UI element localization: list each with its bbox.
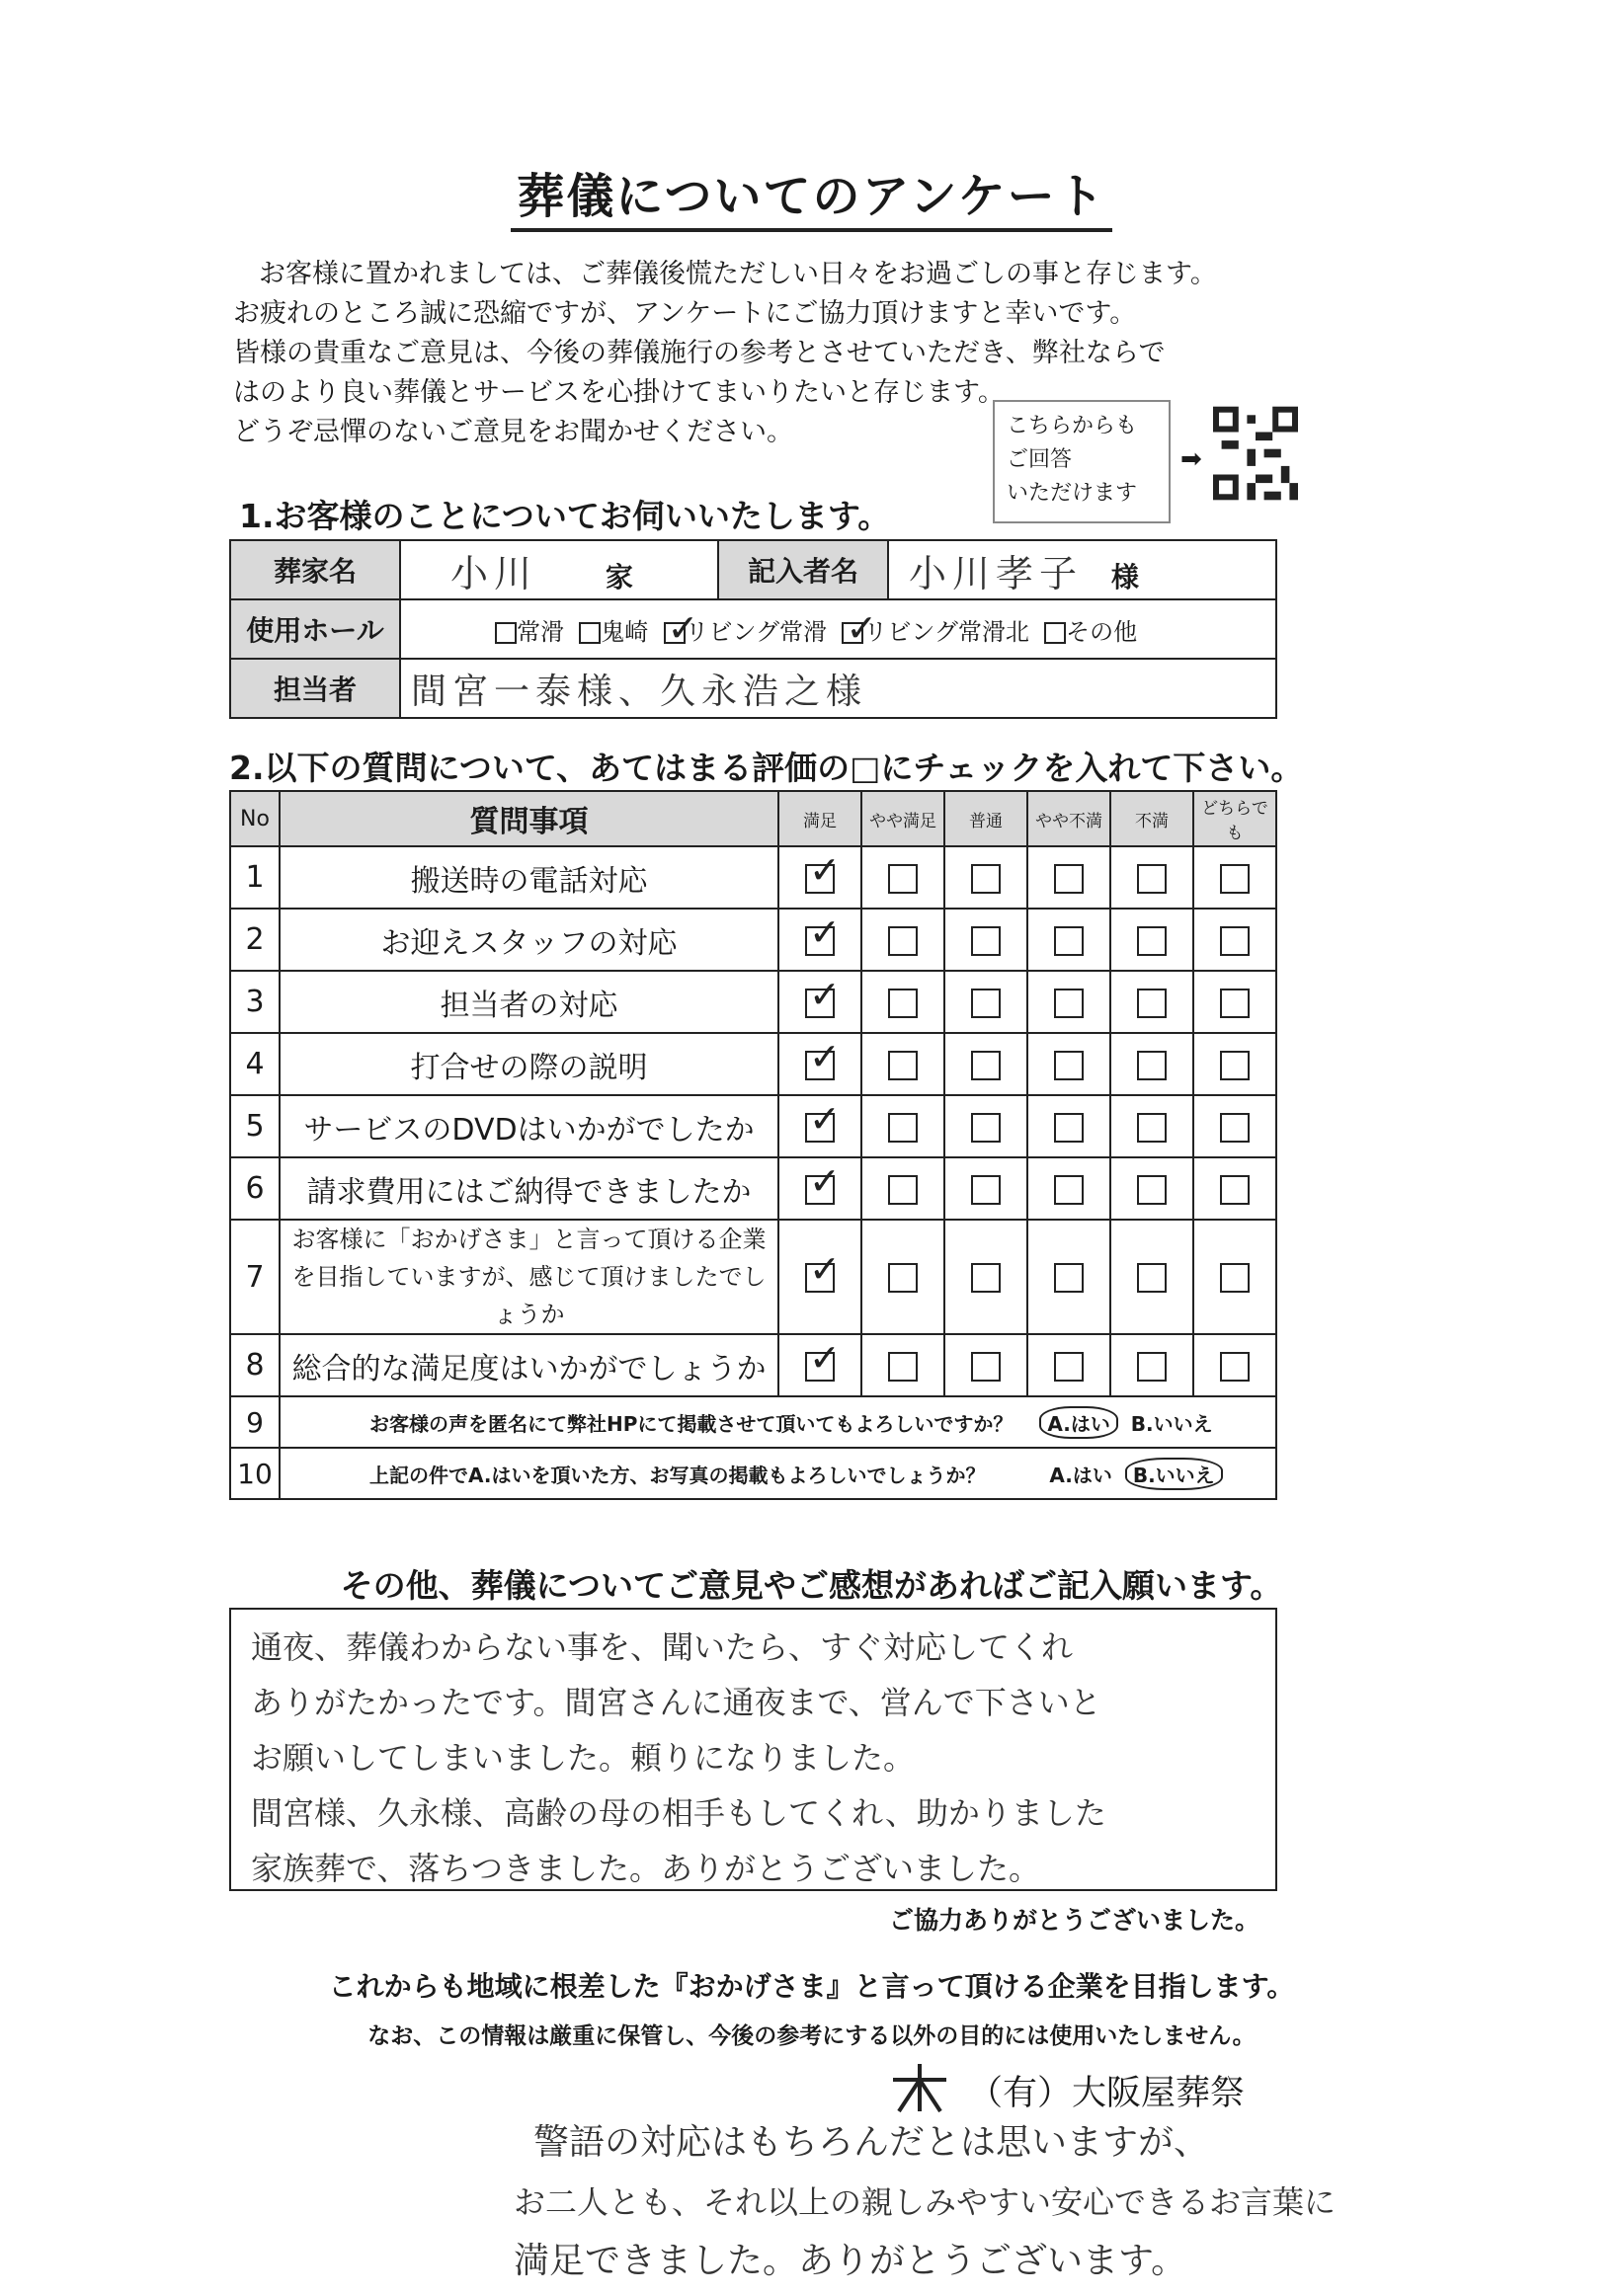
question-no: 10 bbox=[230, 1448, 280, 1499]
section1-heading: 1.お客様のことについてお伺いいたします。 bbox=[239, 497, 891, 535]
comment-line: ありがたかったです。間宮さんに通夜まで、営んで下さいと bbox=[251, 1684, 1101, 1721]
rating-checkbox[interactable] bbox=[971, 864, 1001, 894]
question-no: 2 bbox=[230, 909, 280, 971]
question-text: サービスのDVDはいかがでしたか bbox=[280, 1095, 778, 1157]
rating-checkbox[interactable] bbox=[805, 864, 835, 894]
rating-cell bbox=[861, 1095, 944, 1157]
rating-cell bbox=[1193, 1033, 1276, 1095]
rating-cell bbox=[1193, 1220, 1276, 1334]
writer-suffix: 様 bbox=[1110, 560, 1139, 594]
question-text: 請求費用にはご納得できましたか bbox=[280, 1157, 778, 1220]
intro-line: お疲れのところ誠に恐縮ですが、アンケートにご協力頂けますと幸いです。 bbox=[233, 298, 1137, 329]
col-rating: どちらでも bbox=[1193, 791, 1276, 846]
rating-cell bbox=[778, 1095, 861, 1157]
question-no: 8 bbox=[230, 1334, 280, 1396]
rating-checkbox[interactable] bbox=[1054, 1263, 1084, 1293]
rating-cell bbox=[861, 971, 944, 1033]
question-no: 7 bbox=[230, 1220, 280, 1334]
rating-checkbox[interactable] bbox=[1054, 926, 1084, 956]
checkbox-hall-0 bbox=[495, 622, 517, 644]
col-rating: やや満足 bbox=[861, 791, 944, 846]
customer-info-table bbox=[229, 539, 1277, 719]
qr-note-line: いただけます bbox=[1007, 481, 1138, 506]
section2-heading: 2.以下の質問について、あてはまる評価の□にチェックを入れて下さい。 bbox=[229, 749, 1304, 787]
rating-cell bbox=[1027, 1095, 1110, 1157]
rating-cell bbox=[944, 1157, 1027, 1220]
rating-cell bbox=[1193, 846, 1276, 909]
rating-cell bbox=[1027, 1157, 1110, 1220]
rating-cell bbox=[1110, 846, 1193, 909]
question-row bbox=[230, 1095, 1276, 1157]
company-name: （有）大阪屋葬祭 bbox=[968, 2074, 1246, 2113]
comment-line: お願いしてしまいました。頼りになりました。 bbox=[251, 1739, 916, 1777]
col-rating: 不満 bbox=[1110, 791, 1193, 846]
rating-checkbox[interactable] bbox=[805, 1175, 835, 1205]
rating-cell bbox=[1193, 1334, 1276, 1396]
rating-checkbox[interactable] bbox=[805, 1263, 835, 1293]
survey-title: 葬儀についてのアンケート bbox=[0, 158, 1623, 226]
rating-cell bbox=[1110, 971, 1193, 1033]
rating-cell bbox=[1110, 1220, 1193, 1334]
question-text: 打合せの際の説明 bbox=[280, 1033, 778, 1095]
comment-line: 通夜、葬儀わからない事を、聞いたら、すぐ対応してくれ bbox=[251, 1628, 1074, 1666]
option-a[interactable]: A.はい bbox=[1049, 1463, 1112, 1487]
question-10 bbox=[280, 1448, 1276, 1499]
rating-cell bbox=[1110, 1157, 1193, 1220]
intro-line: 皆様の貴重なご意見は、今後の葬儀施行の参考とさせていただき、弊社ならで bbox=[233, 338, 1166, 368]
writer-field[interactable] bbox=[888, 540, 1276, 599]
rating-cell bbox=[944, 846, 1027, 909]
rating-checkbox[interactable] bbox=[1220, 926, 1250, 956]
question-row-9 bbox=[230, 1396, 1276, 1448]
rating-checkbox[interactable] bbox=[1220, 864, 1250, 894]
thanks-text: ご協力ありがとうございました。 bbox=[889, 1906, 1260, 1935]
staff-value: 間宮一泰様、久永浩之様 bbox=[411, 671, 868, 712]
rating-checkbox[interactable] bbox=[1137, 864, 1167, 894]
comment-box[interactable] bbox=[229, 1608, 1277, 1891]
rating-cell bbox=[1193, 1095, 1276, 1157]
rating-cell bbox=[1110, 1095, 1193, 1157]
rating-table bbox=[229, 790, 1277, 1500]
hall-name: リビング常滑北 bbox=[863, 617, 1029, 646]
option-a[interactable]: A.はい bbox=[1039, 1406, 1117, 1439]
rating-checkbox[interactable] bbox=[1054, 864, 1084, 894]
rating-cell bbox=[1110, 909, 1193, 971]
rating-checkbox[interactable] bbox=[1220, 1113, 1250, 1143]
rating-cell bbox=[1027, 846, 1110, 909]
rating-checkbox[interactable] bbox=[1137, 1113, 1167, 1143]
option-b[interactable]: B.いいえ bbox=[1125, 1458, 1223, 1490]
rating-checkbox[interactable] bbox=[1137, 1352, 1167, 1382]
rating-cell bbox=[778, 971, 861, 1033]
rating-checkbox[interactable] bbox=[805, 1352, 835, 1382]
rating-checkbox[interactable] bbox=[888, 1175, 918, 1205]
rating-checkbox[interactable] bbox=[805, 989, 835, 1018]
hall-option[interactable] bbox=[1044, 618, 1137, 646]
question-text: 総合的な満足度はいかがでしょうか bbox=[280, 1334, 778, 1396]
rating-cell bbox=[861, 1220, 944, 1334]
section3-heading: その他、葬儀についてご意見やご感想があればご記入願います。 bbox=[340, 1566, 1283, 1605]
hall-option[interactable] bbox=[664, 618, 828, 646]
rating-checkbox[interactable] bbox=[971, 1263, 1001, 1293]
rating-checkbox[interactable] bbox=[805, 1051, 835, 1080]
rating-checkbox[interactable] bbox=[888, 1113, 918, 1143]
rating-cell bbox=[861, 846, 944, 909]
rating-cell bbox=[1027, 1334, 1110, 1396]
hall-name: 鬼崎 bbox=[601, 617, 649, 646]
rating-checkbox[interactable] bbox=[1054, 989, 1084, 1018]
question-row bbox=[230, 1157, 1276, 1220]
qr-code-icon[interactable] bbox=[1213, 405, 1298, 502]
question-text: 搬送時の電話対応 bbox=[280, 846, 778, 909]
intro-line: お客様に置かれましては、ご葬儀後慌ただしい日々をお過ごしの事と存じます。 bbox=[259, 259, 1217, 289]
checkbox-hall-2 bbox=[664, 622, 686, 644]
rating-checkbox[interactable] bbox=[805, 926, 835, 956]
question-row bbox=[230, 1033, 1276, 1095]
writer-label: 記入者名 bbox=[718, 540, 888, 599]
rating-checkbox[interactable] bbox=[1220, 1352, 1250, 1382]
rating-cell bbox=[1110, 1033, 1193, 1095]
rating-checkbox[interactable] bbox=[1137, 1263, 1167, 1293]
family-suffix: 家 bbox=[605, 560, 633, 594]
hall-option[interactable] bbox=[579, 618, 648, 646]
rating-checkbox[interactable] bbox=[1137, 1051, 1167, 1080]
rating-cell bbox=[1027, 1033, 1110, 1095]
family-field[interactable] bbox=[400, 540, 718, 599]
rating-cell bbox=[944, 1220, 1027, 1334]
extra-line: 満足できました。ありがとうございます。 bbox=[514, 2241, 1187, 2281]
question-row bbox=[230, 971, 1276, 1033]
rating-checkbox[interactable] bbox=[971, 1113, 1001, 1143]
rating-cell bbox=[778, 1033, 861, 1095]
option-b[interactable]: B.いいえ bbox=[1130, 1411, 1213, 1436]
rating-checkbox[interactable] bbox=[971, 1051, 1001, 1080]
rating-cell bbox=[778, 1334, 861, 1396]
rating-cell bbox=[778, 846, 861, 909]
rating-cell bbox=[861, 1033, 944, 1095]
rating-cell bbox=[944, 909, 1027, 971]
rating-checkbox[interactable] bbox=[971, 926, 1001, 956]
hall-option[interactable] bbox=[842, 618, 1029, 646]
rating-checkbox[interactable] bbox=[1137, 926, 1167, 956]
rating-checkbox[interactable] bbox=[805, 1113, 835, 1143]
col-rating: 普通 bbox=[944, 791, 1027, 846]
rating-checkbox[interactable] bbox=[888, 989, 918, 1018]
qr-note-line: こちらからも bbox=[1007, 414, 1138, 438]
rating-checkbox[interactable] bbox=[1137, 1175, 1167, 1205]
rating-cell bbox=[861, 1157, 944, 1220]
question-text: お客様に「おかげさま」と言って頂ける企業を目指していますが、感じて頂けましたでしょうか bbox=[280, 1220, 778, 1334]
rating-cell bbox=[1027, 1220, 1110, 1334]
staff-label: 担当者 bbox=[230, 659, 400, 718]
hall-option[interactable] bbox=[495, 618, 564, 646]
question-9 bbox=[280, 1396, 1276, 1448]
rating-checkbox[interactable] bbox=[971, 1175, 1001, 1205]
rating-checkbox[interactable] bbox=[971, 989, 1001, 1018]
rating-cell bbox=[1193, 971, 1276, 1033]
rating-cell bbox=[944, 1095, 1027, 1157]
rating-cell bbox=[1110, 1334, 1193, 1396]
question-row bbox=[230, 1220, 1276, 1334]
qr-note bbox=[993, 400, 1171, 523]
rating-cell bbox=[778, 909, 861, 971]
closing-line: なお、この情報は厳重に保管し、今後の参考にする以外の目的には使用いたしません。 bbox=[367, 2023, 1256, 2049]
rating-cell bbox=[1193, 1157, 1276, 1220]
question-no: 6 bbox=[230, 1157, 280, 1220]
question-no: 5 bbox=[230, 1095, 280, 1157]
intro-line: どうぞ忌憚のないご意見をお聞かせください。 bbox=[233, 417, 793, 447]
extra-comments bbox=[514, 2113, 1337, 2291]
family-value: 小川 bbox=[450, 551, 538, 595]
col-rating: やや不満 bbox=[1027, 791, 1110, 846]
checkbox-hall-4 bbox=[1044, 622, 1066, 644]
closing-line: これからも地域に根差した『おかげさま』と言って頂ける企業を目指します。 bbox=[328, 1970, 1295, 2003]
question-no: 4 bbox=[230, 1033, 280, 1095]
question-row-10 bbox=[230, 1448, 1276, 1499]
hall-name: 常滑 bbox=[517, 617, 564, 646]
family-label: 葬家名 bbox=[230, 540, 400, 599]
rating-cell bbox=[861, 909, 944, 971]
question-row bbox=[230, 846, 1276, 909]
hall-options bbox=[400, 599, 1276, 659]
rating-cell bbox=[1193, 909, 1276, 971]
extra-line: 警語の対応はもちろんだとは思いますが、 bbox=[533, 2122, 1210, 2163]
comment-line: 間宮様、久永様、高齢の母の相手もしてくれ、助かりました bbox=[251, 1794, 1106, 1832]
rating-checkbox[interactable] bbox=[888, 1263, 918, 1293]
col-question: 質問事項 bbox=[280, 791, 778, 846]
rating-checkbox[interactable] bbox=[1054, 1113, 1084, 1143]
question-no: 3 bbox=[230, 971, 280, 1033]
rating-checkbox[interactable] bbox=[888, 864, 918, 894]
arrow-right-icon: ➡ bbox=[1180, 444, 1202, 474]
rating-cell bbox=[778, 1157, 861, 1220]
question-no: 1 bbox=[230, 846, 280, 909]
rating-checkbox[interactable] bbox=[1054, 1352, 1084, 1382]
company-logo-icon bbox=[889, 2062, 950, 2113]
rating-checkbox[interactable] bbox=[1220, 1263, 1250, 1293]
hall-label: 使用ホール bbox=[230, 599, 400, 659]
rating-checkbox[interactable] bbox=[1054, 1051, 1084, 1080]
rating-checkbox[interactable] bbox=[1220, 989, 1250, 1018]
rating-cell bbox=[944, 1033, 1027, 1095]
question-text: 担当者の対応 bbox=[280, 971, 778, 1033]
checkbox-hall-3 bbox=[842, 622, 863, 644]
col-rating: 満足 bbox=[778, 791, 861, 846]
rating-checkbox[interactable] bbox=[1054, 1175, 1084, 1205]
question-no: 9 bbox=[230, 1396, 280, 1448]
comment-line: 家族葬で、落ちつきました。ありがとうございました。 bbox=[251, 1850, 1041, 1887]
rating-cell bbox=[778, 1220, 861, 1334]
question-text: お客様の声を匿名にて弊社HPにて掲載させて頂いてもよろしいですか？ bbox=[369, 1411, 1014, 1436]
rating-cell bbox=[1027, 909, 1110, 971]
question-text: お迎えスタッフの対応 bbox=[280, 909, 778, 971]
writer-value: 小川孝子 bbox=[909, 551, 1084, 595]
rating-checkbox[interactable] bbox=[971, 1352, 1001, 1382]
rating-cell bbox=[944, 971, 1027, 1033]
rating-checkbox[interactable] bbox=[1137, 989, 1167, 1018]
question-row bbox=[230, 1334, 1276, 1396]
hall-name: その他 bbox=[1066, 617, 1138, 646]
rating-checkbox[interactable] bbox=[888, 1352, 918, 1382]
question-row bbox=[230, 909, 1276, 971]
rating-checkbox[interactable] bbox=[888, 1051, 918, 1080]
question-text: 上記の件でA.はいを頂いた方、お写真の掲載もよろしいでしょうか？ bbox=[369, 1463, 986, 1487]
extra-line: お二人とも、それ以上の親しみやすい安心できるお言葉に bbox=[514, 2183, 1337, 2221]
intro-line: はのより良い葬儀とサービスを心掛けてまいりたいと存じます。 bbox=[233, 377, 1005, 408]
rating-checkbox[interactable] bbox=[1220, 1051, 1250, 1080]
staff-field[interactable] bbox=[400, 659, 1276, 718]
rating-checkbox[interactable] bbox=[1220, 1175, 1250, 1205]
rating-cell bbox=[861, 1334, 944, 1396]
checkbox-hall-1 bbox=[579, 622, 601, 644]
rating-cell bbox=[944, 1334, 1027, 1396]
rating-checkbox[interactable] bbox=[888, 926, 918, 956]
qr-note-line: ご回答 bbox=[1007, 447, 1073, 472]
col-no: No bbox=[230, 791, 280, 846]
hall-name: リビング常滑 bbox=[685, 617, 828, 646]
rating-cell bbox=[1027, 971, 1110, 1033]
